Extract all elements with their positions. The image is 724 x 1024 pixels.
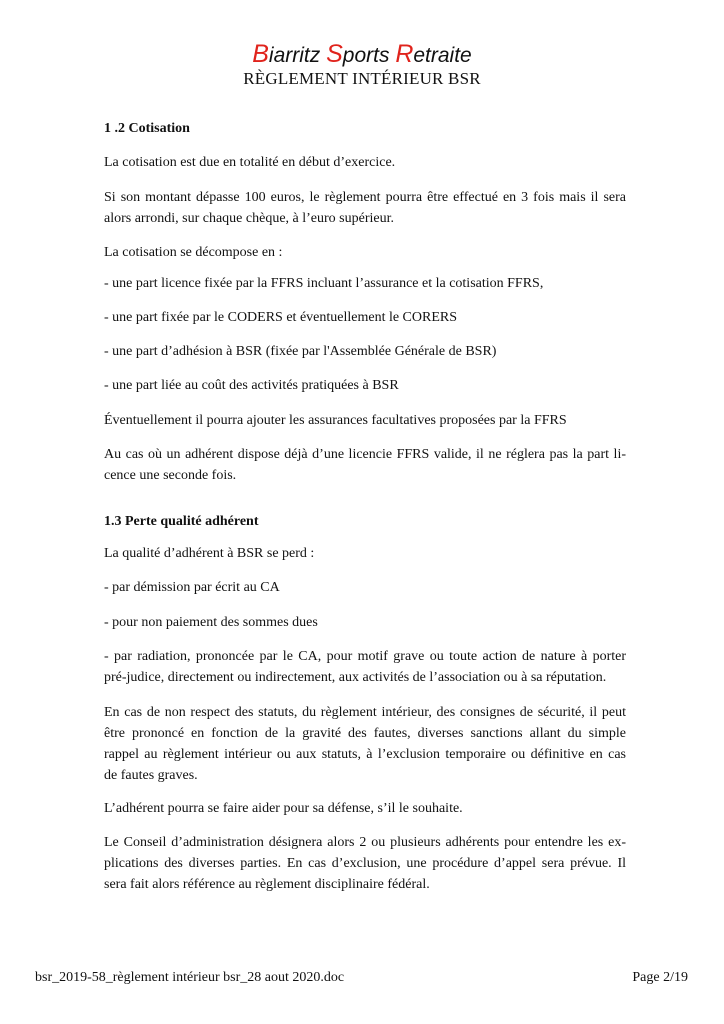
paragraph-line: cence une seconde fois.	[104, 468, 237, 483]
list-item: - une part licence fixée par la FFRS incluant l’assurance et la cotisation FFRS,	[104, 276, 544, 291]
list-item: - une part liée au coût des activités pratiquées à BSR	[104, 378, 399, 393]
brand-word-2: ports	[342, 44, 396, 67]
paragraph-line: En cas de non respect des statuts, du règlement intérieur, des consignes de sécurité, il peut	[104, 705, 626, 720]
brand-word-3: etraite	[413, 44, 472, 67]
paragraph: L’adhérent pourra se faire aider pour sa défense, s’il le souhaite.	[104, 801, 463, 816]
paragraph-line: alors arrondi, sur chaque chèque, à l’euro supérieur.	[104, 211, 394, 226]
paragraph-line: être prononcé en fonction de la gravité des fautes, diverses sanctions allant du simple	[104, 726, 626, 741]
list-item: - une part fixée par le CODERS et éventuellement le CORERS	[104, 310, 458, 325]
document-subtitle: RÈGLEMENT INTÉRIEUR BSR	[243, 69, 481, 88]
list-item: - par démission par écrit au CA	[104, 580, 280, 595]
paragraph-line: de fautes graves.	[104, 768, 198, 783]
section-heading-perte-qualite: 1.3 Perte qualité adhérent	[104, 514, 259, 529]
brand-title	[0, 42, 724, 68]
paragraph-line: Au cas où un adhérent dispose déjà d’une licencie FFRS valide, il ne réglera pas la part li-	[104, 447, 626, 462]
section-heading-cotisation: 1 .2 Cotisation	[104, 121, 190, 136]
brand-initial-b: B	[252, 40, 269, 68]
paragraph-line: Le Conseil d’administration désignera alors 2 ou plusieurs adhérents pour entendre les ex-	[104, 835, 626, 850]
footer-page-number: Page 2/19	[632, 970, 688, 985]
paragraph: La cotisation se décompose en :	[104, 245, 283, 260]
list-item: - pour non paiement des sommes dues	[104, 615, 318, 630]
paragraph-line: plications des diverses parties. En cas d’exclusion, une procédure d’appel sera prévue. Il	[104, 856, 626, 871]
list-item-line: pré-judice, directement ou indirectement, aux activités de l’association ou à sa réputation.	[104, 670, 607, 685]
brand-initial-s: S	[326, 40, 343, 68]
footer-filename: bsr_2019-58_règlement intérieur bsr_28 aout 2020.doc	[35, 970, 345, 985]
paragraph-line: rappel au règlement intérieur ou aux statuts, à l’exclusion temporaire ou définitive en cas	[104, 747, 626, 762]
paragraph: La cotisation est due en totalité en début d’exercice.	[104, 155, 396, 170]
paragraph-line: sera fait alors référence au règlement disciplinaire fédéral.	[104, 877, 430, 892]
list-item: - une part d’adhésion à BSR (fixée par l'Assemblée Générale de BSR)	[104, 344, 497, 359]
brand-word-1: iarritz	[268, 44, 327, 67]
list-item-line: - par radiation, prononcée par le CA, pour motif grave ou toute action de nature à porter	[104, 649, 626, 664]
brand-initial-r: R	[395, 40, 414, 68]
paragraph: La qualité d’adhérent à BSR se perd :	[104, 546, 315, 561]
paragraph-line: Si son montant dépasse 100 euros, le règlement pourra être effectué en 3 fois mais il sera	[104, 190, 626, 205]
paragraph: Éventuellement il pourra ajouter les assurances facultatives proposées par la FFRS	[104, 413, 567, 428]
document-header	[0, 42, 724, 89]
